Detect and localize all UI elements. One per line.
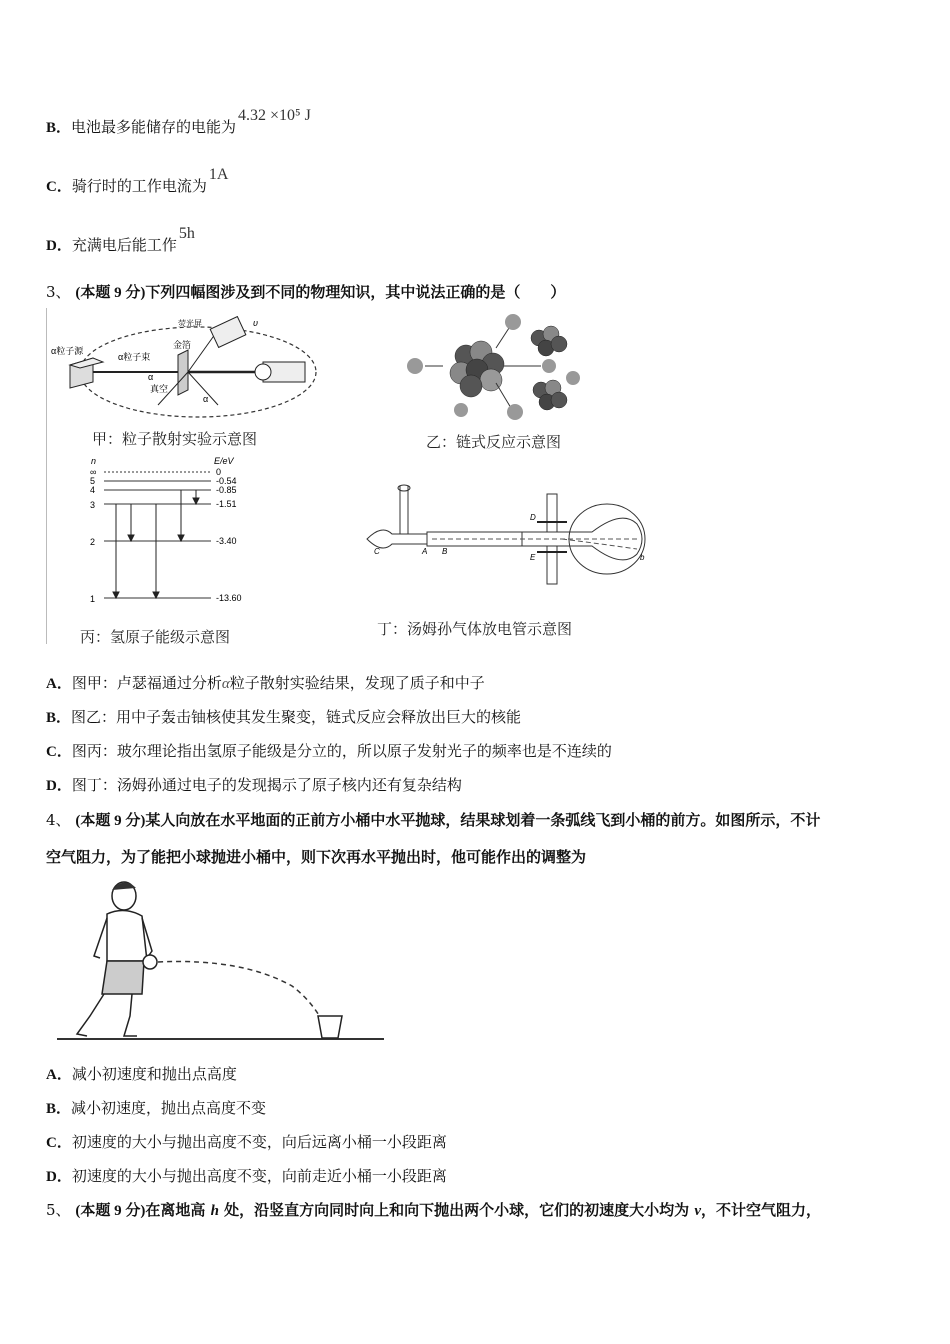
- q2-option-b-text: 电池最多能储存的电能为: [71, 118, 237, 136]
- q4-option-a: A．减小初速度和抛出点高度: [46, 1065, 237, 1083]
- alpha-symbol: α: [221, 676, 230, 692]
- svg-text:A: A: [422, 547, 428, 556]
- caption-yi: 乙：链式反应示意图: [426, 433, 562, 451]
- svg-text:0: 0: [216, 467, 222, 477]
- svg-text:n: n: [91, 456, 97, 466]
- q2-option-d-formula: 5h: [178, 225, 195, 242]
- q3-option-b: B．图乙：用中子轰击铀核使其发生聚变，链式反应会释放出巨大的核能: [46, 708, 522, 726]
- caption-jia: 甲：粒子散射实验示意图: [92, 430, 258, 448]
- svg-text:真空: 真空: [150, 384, 169, 394]
- q3-option-a: A．图甲：卢瑟福通过分析α粒子散射实验结果，发现了质子和中子: [46, 674, 485, 692]
- q5-stem: 5、 (本题 9 分)在离地高 h 处，沿竖直方向同时向上和向下抛出两个小球，它们的初速度大小均为 v，不计空气阻力，: [46, 1201, 822, 1219]
- svg-text:2: 2: [90, 537, 96, 547]
- svg-text:E/eV: E/eV: [214, 456, 234, 466]
- svg-text:-0.54: -0.54: [216, 476, 237, 486]
- caption-ding: 丁：汤姆孙气体放电管示意图: [377, 620, 573, 638]
- variable-v: v: [694, 1203, 702, 1219]
- svg-text:α粒子源: α粒子源: [51, 346, 84, 356]
- q4-option-d: D．初速度的大小与抛出高度不变，向前走近小桶一小段距离: [46, 1167, 447, 1185]
- q3-option-d: D．图丁：汤姆孙通过电子的发现揭示了原子核内还有复杂结构: [46, 776, 462, 794]
- svg-text:荧光屏: 荧光屏: [178, 319, 202, 328]
- q2-option-c: C．骑行时的工作电流为1A: [46, 166, 229, 195]
- svg-text:E: E: [530, 553, 536, 562]
- variable-h: h: [210, 1203, 219, 1219]
- svg-text:4: 4: [90, 485, 96, 495]
- q2-option-b: B．电池最多能储存的电能为4.32 ×10⁵ J: [46, 107, 311, 136]
- chain-reaction-diagram: [401, 308, 591, 423]
- svg-text:∞: ∞: [90, 467, 97, 477]
- thomson-tube-diagram: [362, 484, 652, 599]
- svg-text:5: 5: [90, 476, 96, 486]
- q4-stem-line2: 空气阻力，为了能把小球抛进小桶中，则下次再水平抛出时，他可能作出的调整为: [46, 848, 587, 866]
- q4-option-c: C．初速度的大小与抛出高度不变，向后远离小桶一小段距离: [46, 1133, 447, 1151]
- q2-option-c-formula: 1A: [208, 166, 229, 183]
- figure-border: [46, 308, 47, 644]
- alpha-scattering-diagram: [48, 310, 318, 425]
- q4-stem-line1: 4、 (本题 9 分)某人向放在水平地面的正前方小桶中水平抛球，结果球划着一条弧线飞到小桶的前方。如图所示，不计: [46, 811, 821, 829]
- svg-text:α: α: [203, 394, 209, 404]
- throwing-figure: [52, 876, 397, 1046]
- svg-text:α: α: [148, 372, 154, 382]
- energy-level-diagram: [86, 456, 306, 616]
- svg-text:D: D: [530, 513, 536, 522]
- svg-text:υ: υ: [253, 318, 258, 328]
- svg-text:-3.40: -3.40: [216, 536, 237, 546]
- q4-option-b: B．减小初速度，抛出点高度不变: [46, 1099, 267, 1117]
- svg-text:-1.51: -1.51: [216, 499, 237, 509]
- q3-figure: [46, 308, 645, 653]
- svg-text:-0.85: -0.85: [216, 485, 237, 495]
- q3-option-c: C．图丙：玻尔理论指出氢原子能级是分立的，所以原子发射光子的频率也是不连续的: [46, 742, 612, 760]
- svg-text:金箔: 金箔: [173, 340, 192, 350]
- q2-option-d: D．充满电后能工作5h: [46, 225, 195, 254]
- svg-text:C: C: [374, 547, 380, 556]
- q2-option-d-text: 充满电后能工作: [71, 236, 177, 254]
- svg-text:-13.60: -13.60: [216, 593, 242, 603]
- q2-option-b-formula: 4.32 ×10⁵ J: [238, 107, 311, 124]
- svg-text:3: 3: [90, 500, 96, 510]
- q2-option-c-text: 骑行时的工作电流为: [71, 177, 207, 195]
- svg-text:α粒子束: α粒子束: [118, 352, 151, 362]
- svg-text:1: 1: [90, 594, 96, 604]
- caption-bing: 丙：氢原子能级示意图: [80, 628, 231, 646]
- svg-text:b: b: [640, 553, 645, 562]
- q3-stem: 3、 (本题 9 分)下列四幅图涉及到不同的物理知识，其中说法正确的是（ ）: [46, 283, 566, 301]
- svg-text:B: B: [442, 547, 448, 556]
